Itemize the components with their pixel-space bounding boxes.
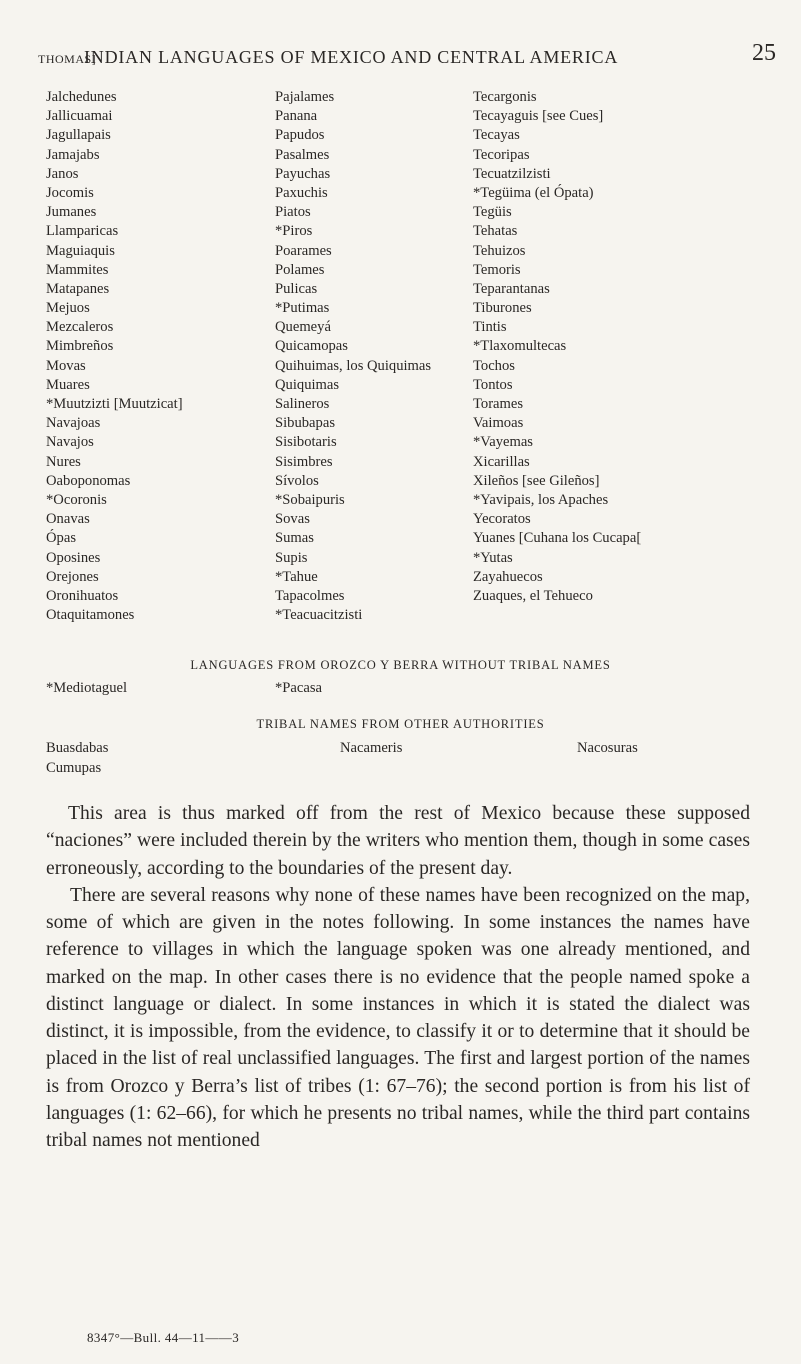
tribe-name: Tontos	[473, 376, 513, 393]
tribe-name: Sibubapas	[275, 415, 335, 432]
tribe-name: Tecoripas	[473, 146, 530, 163]
list-item: Buasdabas	[46, 740, 109, 756]
tribe-name: Tecuatzilzisti	[473, 165, 551, 182]
tribe-name: Tecayas	[473, 127, 520, 144]
tribe-name: Mezcaleros	[46, 319, 114, 336]
tribe-name: *Putimas	[275, 300, 330, 317]
tribe-name: Jumanes	[46, 204, 97, 221]
running-header	[38, 42, 778, 76]
tribe-name: Tiburones	[473, 300, 532, 317]
tribe-name: Tecayaguis [see Cues]	[473, 108, 604, 125]
tribe-name: Tehuizos	[473, 242, 526, 259]
tribe-name: Oaboponomas	[46, 472, 131, 489]
tribe-name: Mimbreños	[46, 338, 114, 355]
tribe-name: Muares	[46, 376, 90, 393]
tribe-name: Zuaques, el Tehueco	[473, 587, 593, 604]
section-heading-orozco: LANGUAGES FROM OROZCO Y BERRA WITHOUT TRIBAL NAMES	[190, 658, 611, 672]
footer-signature: 8347°—Bull. 44—11——3	[87, 1330, 240, 1345]
tribe-name: Mejuos	[46, 300, 90, 317]
tribe-name: Poarames	[275, 242, 332, 259]
tribe-name: Yecoratos	[473, 511, 531, 528]
tribe-name: Jamajabs	[46, 146, 100, 163]
tribe-name: Oposines	[46, 549, 101, 566]
tribe-name: Sisimbres	[275, 453, 333, 470]
tribe-name: Polames	[275, 261, 325, 278]
tribe-name: Quicamopas	[275, 338, 348, 355]
tribe-name: Tochos	[473, 357, 515, 374]
tribe-column-3	[473, 88, 641, 606]
tribe-name: Supis	[275, 549, 308, 566]
tribe-name: Payuchas	[275, 165, 331, 182]
paragraph: This area is thus marked off from the rest of Mexico because these supposed “naciones” were included therein by the writers who mention them, though in some cases erroneously, according to the boundaries of the present day.	[46, 803, 750, 879]
tribe-name: Jalchedunes	[46, 89, 117, 105]
tribe-name: Temoris	[473, 261, 521, 278]
section-heading-other-authorities: TRIBAL NAMES FROM OTHER AUTHORITIES	[256, 717, 545, 731]
page-number: 25	[752, 40, 776, 66]
tribe-name: Tintis	[473, 319, 507, 336]
tribe-name: Yuanes [Cuhana los Cucapa[	[473, 530, 642, 547]
tribe-name: Teparantanas	[473, 280, 550, 297]
tribe-name: Xicarillas	[473, 453, 530, 470]
tribe-name: Jallicuamai	[46, 108, 113, 125]
tribe-name: Tecargonis	[473, 89, 537, 105]
tribe-name: Paxuchis	[275, 184, 328, 201]
list-item: Nacameris	[340, 740, 403, 756]
tribe-name: Sovas	[275, 511, 310, 528]
tribe-name: Quihuimas, los Quiquimas	[275, 357, 432, 374]
tribe-name: Pajalames	[275, 89, 335, 105]
tribe-name: Torames	[473, 396, 524, 412]
tribe-name: *Yutas	[473, 549, 513, 566]
tribe-name: Nures	[46, 453, 81, 470]
tribe-name: *Muutzizti [Muutzicat]	[46, 396, 183, 412]
tribe-name: *Piros	[275, 223, 313, 240]
list-item: *Mediotaguel	[46, 680, 128, 696]
tribe-name: Movas	[46, 357, 86, 374]
tribe-name: Sisibotaris	[275, 434, 337, 451]
tribe-name: Piatos	[275, 204, 311, 221]
list-item: Cumupas	[46, 760, 102, 776]
tribe-name: Panana	[275, 108, 318, 125]
tribe-name: Orejones	[46, 568, 99, 585]
tribe-name: Sumas	[275, 530, 314, 547]
tribe-name: Salineros	[275, 396, 330, 412]
tribe-name: *Ocoronis	[46, 491, 107, 508]
body-text	[46, 800, 750, 1154]
tribe-name: Oronihuatos	[46, 587, 119, 604]
tribe-name: Jagullapais	[46, 127, 111, 144]
tribe-column-1	[46, 88, 183, 625]
header-author: THOMAS]	[38, 52, 97, 66]
tribe-name: *Teacuacitzisti	[275, 607, 363, 624]
tribe-name: Tegüis	[473, 204, 512, 221]
tribe-name: Papudos	[275, 127, 325, 144]
tribe-name: *Tegüima (el Ópata)	[473, 184, 594, 201]
tribe-name: *Tahue	[275, 568, 318, 585]
tribe-name: Navajoas	[46, 415, 101, 432]
tribe-name: Sívolos	[275, 472, 319, 489]
tribe-column-2	[275, 88, 431, 625]
header-title: INDIAN LANGUAGES OF MEXICO AND CENTRAL AMERICA	[84, 47, 619, 67]
tribe-name: *Tlaxomultecas	[473, 338, 567, 355]
tribe-name: Quemeyá	[275, 319, 331, 336]
tribe-name: *Yavipais, los Apaches	[473, 491, 609, 508]
tribe-name: Pasalmes	[275, 146, 330, 163]
tribe-name: Llamparicas	[46, 223, 119, 240]
tribe-name: *Sobaipuris	[275, 491, 345, 508]
paragraph: There are several reasons why none of these names have been recognized on the map, some of which are given in the notes following. In some instances the names have reference to villages in which the language spoken was one already mentioned, and marked on the map. In other cases there is no evidence that the people named spoke a distinct language or dialect. In some instances in which it is stated the dialect was distinct, it is impossible, from the evidence, to classify it or to determine that it should be placed in the list of real unclassified languages. The first and largest portion of the names is from Orozco y Berra’s list of tribes (1: 67–76); the second portion is from his list of languages (1: 62–66), for which he presents no tribal names, while the third part contains tribal names not mentioned	[46, 884, 750, 1151]
tribe-name: Pulicas	[275, 280, 318, 297]
tribe-name: Otaquitamones	[46, 607, 135, 624]
tribe-name: Jocomis	[46, 184, 94, 201]
list-item: Nacosuras	[577, 740, 638, 756]
tribe-name: Ópas	[46, 530, 76, 547]
tribe-name: Mammites	[46, 261, 109, 278]
tribe-name: Zayahuecos	[473, 568, 543, 585]
list-item: *Pacasa	[275, 680, 323, 696]
tribe-name: Xileños [see Gileños]	[473, 472, 600, 489]
tribe-name: Tehatas	[473, 223, 518, 240]
tribe-name: Vaimoas	[473, 415, 524, 432]
tribe-name: Onavas	[46, 511, 90, 528]
tribe-name: *Vayemas	[473, 434, 533, 451]
tribe-name: Maguiaquis	[46, 242, 115, 259]
tribe-name: Tapacolmes	[275, 587, 345, 604]
tribe-name: Matapanes	[46, 280, 110, 297]
tribe-name: Janos	[46, 165, 79, 182]
tribe-name: Quiquimas	[275, 376, 340, 393]
tribe-name: Navajos	[46, 434, 94, 451]
